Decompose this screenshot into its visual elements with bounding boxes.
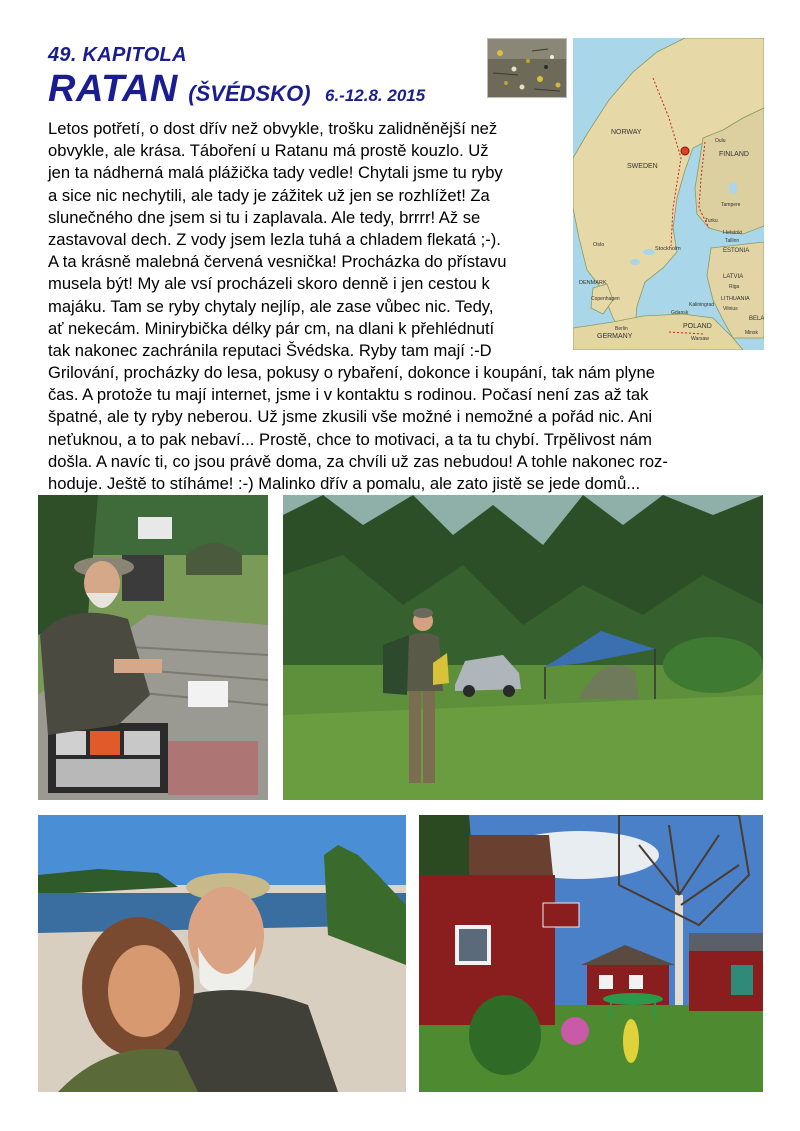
map-label: Helsinki bbox=[723, 230, 743, 236]
map-label: Turku bbox=[705, 218, 718, 224]
text-line: A ta krásně malebná červená vesnička! Procházka do přístavu bbox=[48, 252, 507, 272]
text-line: zastavoval dech. Z vody jsem lezla tuhá a chladem flekatá ;-). bbox=[48, 229, 501, 249]
map-label: Tampere bbox=[721, 202, 741, 208]
text-line: slunečného dne jsem si tu i zaplavala. Ale tedy, brrrr! Až se bbox=[48, 207, 481, 227]
map-label: LITHUANIA bbox=[721, 296, 750, 302]
photo-camp-meadow bbox=[283, 495, 763, 800]
title-place: RATAN bbox=[48, 68, 178, 110]
map-label: Riga bbox=[729, 284, 740, 290]
map-label: Warsaw bbox=[691, 336, 709, 342]
text-line: došla. A navíc ti, co jsou právě doma, za chvíli už zas nebudou! A tohle nakonec roz- bbox=[48, 451, 668, 471]
page-title bbox=[48, 68, 425, 111]
map-label: POLAND bbox=[683, 323, 712, 330]
map-label: DENMARK bbox=[579, 280, 607, 286]
text-line: ať nekecám. Minirybička délky pár cm, na dlani k přehlédnutí bbox=[48, 318, 495, 338]
photo-red-cottages bbox=[419, 815, 763, 1092]
text-line: majáku. Tam se ryby chytaly nejlíp, ale zase vůbec nic. Tedy, bbox=[48, 296, 494, 316]
map-label: Berlin bbox=[615, 326, 628, 332]
title-dates: 6.-12.8. 2015 bbox=[325, 86, 426, 105]
text-line: a sice nic nechytili, ale tady je zážitek už jen se rozhlížet! Za bbox=[48, 185, 490, 205]
map-label: Vilnius bbox=[723, 306, 738, 312]
map-label: Kaliningrad bbox=[689, 302, 715, 308]
map-label: Tallinn bbox=[725, 238, 740, 244]
photo-fishing-table bbox=[38, 495, 268, 800]
text-line: obvykle, ale krása. Táboření u Ratanu má prostě kouzlo. Už bbox=[48, 141, 489, 161]
text-line: tak nakonec zachránila reputaci Švédska. Ryby tam mají :-D bbox=[48, 340, 492, 360]
map-label: Minsk bbox=[745, 330, 759, 336]
title-country: (ŠVÉDSKO) bbox=[188, 81, 311, 106]
article-text bbox=[48, 118, 766, 495]
map-label: Oulu bbox=[715, 138, 726, 144]
map-label: Copenhagen bbox=[591, 296, 620, 302]
map-label: GERMANY bbox=[597, 333, 633, 340]
map-label: NORWAY bbox=[611, 129, 642, 136]
map-label: LATVIA bbox=[723, 274, 744, 280]
text-line: musela být! My ale vsí procházeli skoro denně i jen cestou k bbox=[48, 274, 490, 294]
text-line: Grilování, procházky do lesa, pokusy o rybaření, dokonce i koupání, tak nám plyne bbox=[48, 363, 655, 383]
text-line: Letos potřetí, o dost dřív než obvykle, trošku zalidněnější než bbox=[48, 119, 498, 138]
text-line: čas. A protože tu mají internet, jsme i v kontaktu s rodinou. Počasí není zas až tak bbox=[48, 385, 649, 405]
map-label: FINLAND bbox=[719, 151, 749, 158]
map-label: Stockholm bbox=[655, 246, 681, 252]
map-label: Oslo bbox=[593, 242, 605, 248]
text-line: jen ta nádherná malá plážička tady vedle! Chytali jsme tu ryby bbox=[48, 163, 503, 183]
text-line: hoduje. Ještě to stíháme! :-) Malinko dřív a pomalu, ale zato jistě se jede domů... bbox=[48, 474, 641, 493]
map-label: ESTONIA bbox=[723, 248, 750, 254]
chapter-label: 49. KAPITOLA bbox=[48, 44, 187, 66]
thumbnail-photo bbox=[487, 38, 567, 98]
text-line: neťuknou, a to pak nebaví... Prostě, chce to motivaci, a ta tu chybí. Trpělivost nám bbox=[48, 429, 652, 449]
text-line: špatné, ale ty ryby neberou. Už jsme zkusili vše možné i nemožné a pořád nic. Ani bbox=[48, 407, 653, 427]
map-label: Gdansk bbox=[671, 310, 689, 316]
map-label: BELA bbox=[749, 316, 764, 322]
photo-couple-beach bbox=[38, 815, 406, 1092]
map-label: SWEDEN bbox=[627, 163, 658, 170]
